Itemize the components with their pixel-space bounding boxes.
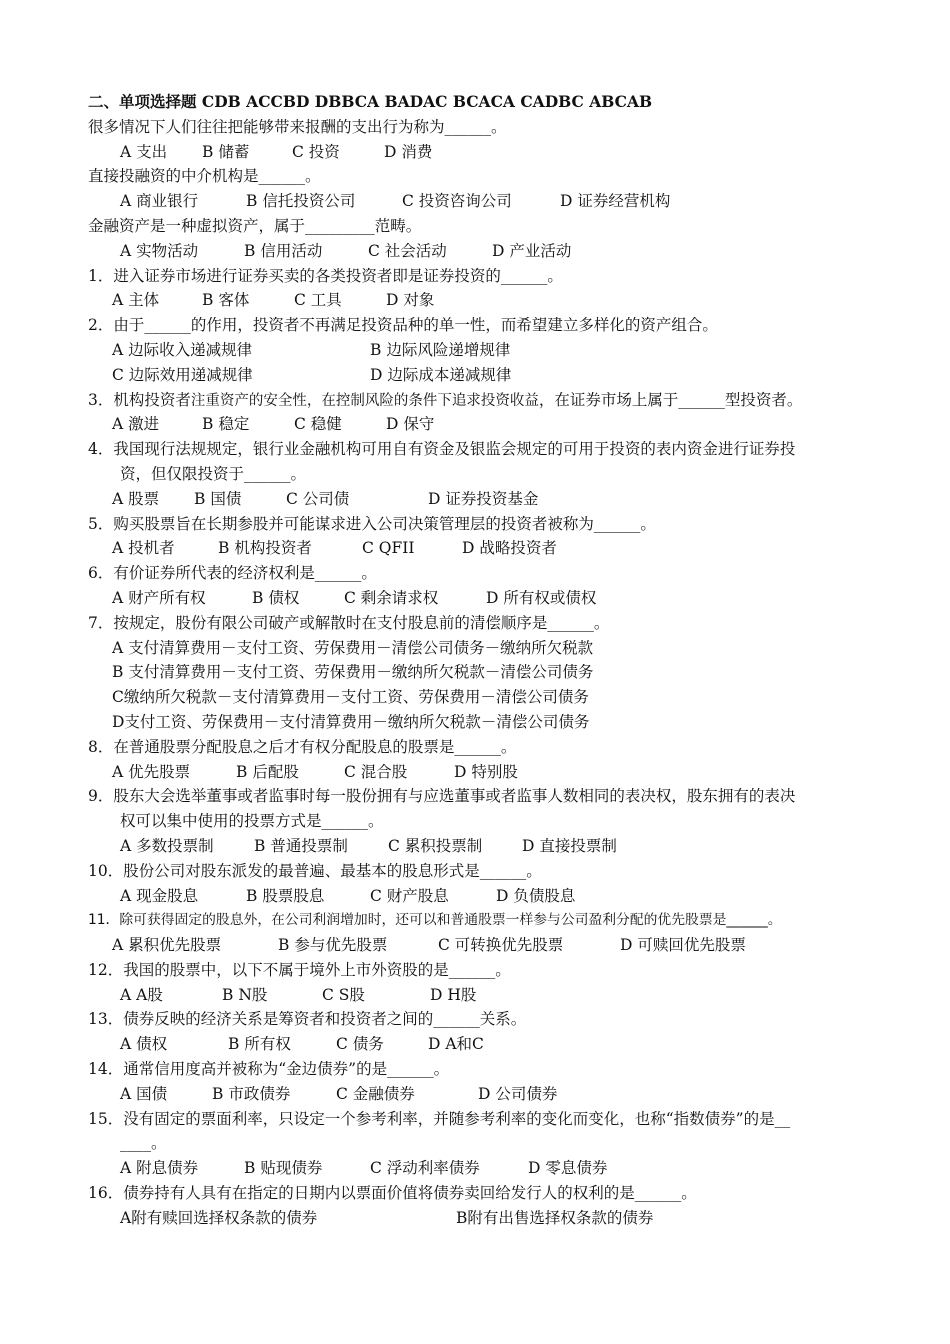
option: D 公司债券 [478, 1084, 558, 1103]
question-stem: 2．由于______的作用，投资者不再满足投资品种的单一性，而希望建立多样化的资产组合。 [88, 316, 718, 335]
question-stem: 13．债券反映的经济关系是筹资者和投资者之间的______关系。 [88, 1010, 527, 1029]
question-stem: 15．没有固定的票面利率，只设定一个参考利率，并随参考利率的变化而变化，也称“指数债券”的是__ [88, 1109, 791, 1128]
option: D 所有权或债权 [486, 588, 597, 607]
options-row [88, 1156, 868, 1181]
option: D 对象 [386, 291, 435, 310]
options-row [88, 1082, 868, 1107]
option: C 投资 [292, 142, 340, 161]
option: A 附息债券 [120, 1159, 199, 1178]
option: B 普通投票制 [254, 836, 348, 855]
question-stem: 9．股东大会选举董事或者监事时每一股份拥有与应选董事或者监事人数相同的表决权，股东拥有的表决 [88, 787, 796, 806]
question-stem: 直接投融资的中介机构是______。 [88, 167, 321, 186]
option: C 边际效用递减规律 [112, 365, 253, 384]
question-stem: 7．按规定，股份有限公司破产或解散时在支付股息前的清偿顺序是______。 [88, 613, 610, 632]
question-stem: 14．通常信用度高并被称为“金边债券”的是______。 [88, 1060, 450, 1079]
option: A 商业银行 [120, 192, 199, 211]
option: D支付工资、劳保费用－支付清算费用－缴纳所欠税款－清偿公司债务 [112, 712, 590, 731]
question-stem: 12．我国的股票中，以下不属于境外上市外资股的是______。 [88, 960, 511, 979]
options-row [88, 140, 868, 165]
option: A 主体 [112, 291, 160, 310]
option: C 债务 [336, 1035, 384, 1054]
option: B 市政债券 [212, 1084, 291, 1103]
option: B N股 [222, 985, 268, 1004]
option: A 支出 [120, 142, 168, 161]
option: B 客体 [202, 291, 250, 310]
option: C 工具 [294, 291, 342, 310]
option: C 投资咨询公司 [402, 192, 512, 211]
option: A 多数投票制 [120, 836, 214, 855]
stem-part: ，在证券市场上属于______型投资者。 [538, 390, 803, 409]
options-row [88, 834, 868, 859]
question-stem: 1．进入证券市场进行证券买卖的各类投资者即是证券投资的______。 [88, 266, 563, 285]
option: D 证券投资基金 [428, 489, 539, 508]
option: C 稳健 [294, 415, 342, 434]
question-stem-continued: 权可以集中使用的投票方式是______。 [120, 812, 384, 831]
stem-part: 3．机构投资者 [88, 390, 191, 409]
option: B 储蓄 [202, 142, 250, 161]
question-stem: 10．股份公司对股东派发的最普遍、最基本的股息形式是______。 [88, 861, 542, 880]
option: D 战略投资者 [462, 539, 557, 558]
option: B 边际风险递增规律 [370, 340, 511, 359]
question-stem-continued: ____。 [120, 1134, 167, 1153]
options-row [88, 189, 868, 214]
option: A 现金股息 [120, 886, 199, 905]
option: B附有出售选择权条款的债券 [456, 1208, 654, 1227]
option: C QFII [362, 539, 415, 558]
option: D 证券经营机构 [560, 192, 671, 211]
option: D 保守 [386, 415, 435, 434]
option: B 股票股息 [246, 886, 325, 905]
question-stem: 5．购买股票旨在长期参股并可能谋求进入公司决策管理层的投资者被称为______。 [88, 514, 656, 533]
option: A 投机者 [112, 539, 175, 558]
option: B 贴现债券 [244, 1159, 323, 1178]
option: D 零息债券 [528, 1159, 608, 1178]
option: A 债权 [120, 1035, 168, 1054]
option: B 债权 [252, 588, 300, 607]
option: C 财产股息 [370, 886, 449, 905]
options-row [88, 884, 868, 909]
option: A 股票 [112, 489, 160, 508]
option: A 实物活动 [120, 241, 199, 260]
question-stem: 16．债券持有人具有在指定的日期内以票面价值将债券卖回给发行人的权利的是______。 [88, 1184, 697, 1203]
option: A 激进 [112, 415, 160, 434]
option: D 产业活动 [492, 241, 572, 260]
option: B 参与优先股票 [278, 936, 388, 955]
option: C 混合股 [344, 762, 408, 781]
option: C 剩余请求权 [344, 588, 439, 607]
question-stem: 4．我国现行法规规定，银行业金融机构可用自有资金及银监会规定的可用于投资的表内资金进行证券投 [88, 440, 796, 459]
option: D 可赎回优先股票 [620, 936, 746, 955]
option: B 国债 [194, 489, 242, 508]
options-row [88, 983, 868, 1008]
option: A 支付清算费用－支付工资、劳保费用－清偿公司债务－缴纳所欠税款 [112, 638, 594, 657]
option: D 负债股息 [496, 886, 576, 905]
option: B 后配股 [236, 762, 299, 781]
question-stem [88, 388, 868, 413]
option: C 可转换优先股票 [438, 936, 564, 955]
options-row [88, 338, 868, 363]
options-row [88, 1032, 868, 1057]
option: A 边际收入递减规律 [112, 340, 253, 359]
options-row [88, 288, 868, 313]
option: A 国债 [120, 1084, 168, 1103]
option: B 稳定 [202, 415, 250, 434]
options-row [88, 1206, 868, 1231]
option: D 直接投票制 [522, 836, 617, 855]
stem-part-emphasis: 注重资产的安全性，在控制风险的条件下追求投资收益 [190, 392, 539, 409]
option: D 边际成本递减规律 [370, 365, 512, 384]
option: C S股 [322, 985, 365, 1004]
question-stem-continued: 资，但仅限投资于______。 [120, 464, 307, 483]
question-list [88, 90, 868, 1231]
option: B 信托投资公司 [246, 192, 356, 211]
option: A 财产所有权 [112, 588, 206, 607]
options-row [88, 487, 868, 512]
options-row [88, 412, 868, 437]
section-heading: 二、单项选择题 CDB ACCBD DBBCA BADAC BCACA CADBC ABCAB [88, 92, 653, 111]
options-row [88, 586, 868, 611]
options-row [88, 536, 868, 561]
question-stem: 很多情况下人们往往把能够带来报酬的支出行为称为______。 [88, 117, 507, 136]
option: B 信用活动 [244, 241, 323, 260]
options-row [88, 760, 868, 785]
option: B 机构投资者 [218, 539, 312, 558]
option: A 优先股票 [112, 762, 191, 781]
option: B 所有权 [228, 1035, 291, 1054]
option: A附有赎回选择权条款的债券 [120, 1208, 318, 1227]
question-stem: 8．在普通股票分配股息之后才有权分配股息的股票是______。 [88, 737, 517, 756]
option: A A股 [120, 985, 163, 1004]
option: B 支付清算费用－支付工资、劳保费用－缴纳所欠税款－清偿公司债务 [112, 663, 594, 682]
question-stem: 11．除可获得固定的股息外，在公司利润增加时，还可以和普通股票一样参与公司盈利分配的优先股票是______。 [88, 912, 782, 929]
question-stem: 6．有价证券所代表的经济权利是______。 [88, 564, 377, 583]
option: C 浮动利率债券 [370, 1159, 480, 1178]
option: C 累积投票制 [388, 836, 483, 855]
options-row [88, 239, 868, 264]
options-row [88, 363, 868, 388]
option: C缴纳所欠税款－支付清算费用－支付工资、劳保费用－清偿公司债务 [112, 688, 589, 707]
options-row [88, 933, 868, 958]
question-stem: 金融资产是一种虚拟资产，属于_________范畴。 [88, 216, 422, 235]
option: D 消费 [384, 142, 433, 161]
option: C 社会活动 [368, 241, 447, 260]
option: D 特别股 [454, 762, 518, 781]
option: D A和C [428, 1035, 484, 1054]
option: C 公司债 [286, 489, 350, 508]
option: C 金融债券 [336, 1084, 415, 1103]
option: D H股 [430, 985, 477, 1004]
option: A 累积优先股票 [112, 936, 222, 955]
